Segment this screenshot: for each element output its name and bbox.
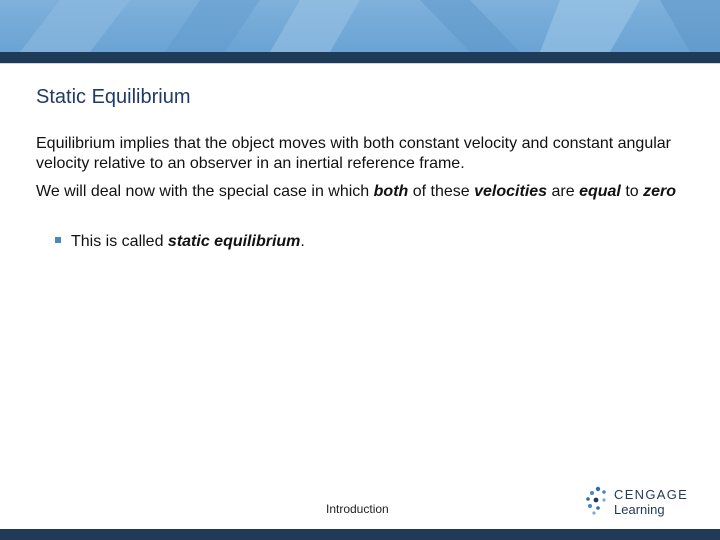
footer-section-label: Introduction xyxy=(326,502,389,516)
text-span: of these xyxy=(408,183,475,200)
header-banner xyxy=(0,0,720,52)
bullet-suffix: . xyxy=(300,233,305,250)
bullet-text: This is called xyxy=(71,233,168,250)
emphasis-static-equilibrium: static equilibrium xyxy=(167,233,301,250)
text-span: We will deal now with the special case in which xyxy=(36,183,374,200)
paragraph-special-case xyxy=(36,182,686,202)
logo-wordmark: CENGAGE xyxy=(614,487,689,502)
footer-band xyxy=(0,529,720,540)
emphasis-velocities: velocities xyxy=(474,183,548,200)
emphasis-both: both xyxy=(373,183,409,200)
cengage-logo xyxy=(584,484,694,520)
slide-title: Static Equilibrium xyxy=(36,86,191,108)
header-band xyxy=(0,52,720,63)
bullet-item xyxy=(55,232,305,252)
text-span: to xyxy=(620,183,644,200)
paragraph-equilibrium: Equilibrium implies that the object moves with both constant velocity and constant angular velocity relative to an observer in an inertial reference frame. xyxy=(36,135,672,172)
logo-subword: Learning xyxy=(614,502,665,517)
banner-pattern xyxy=(0,0,720,52)
emphasis-zero: zero xyxy=(643,183,677,200)
text-span: are xyxy=(547,183,580,200)
cengage-dots-icon xyxy=(584,486,612,516)
emphasis-equal: equal xyxy=(579,183,621,200)
square-bullet-icon xyxy=(55,237,61,243)
header-divider xyxy=(0,63,720,64)
